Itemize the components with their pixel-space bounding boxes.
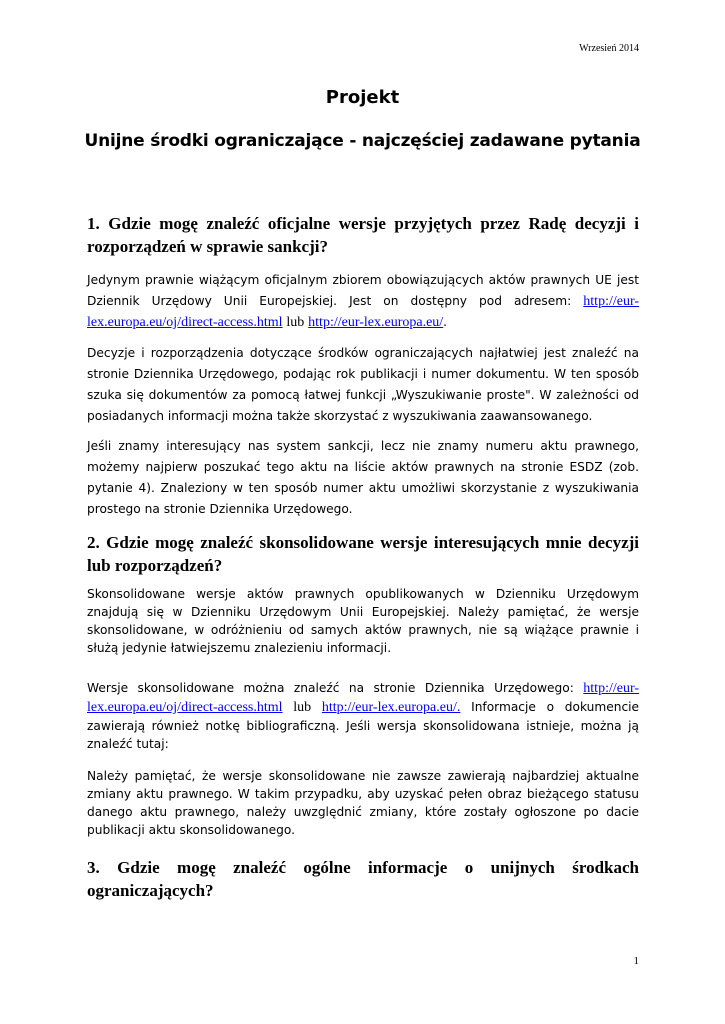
question-2-paragraph-3: Należy pamiętać, że wersje skonsolidowane nie zawsze zawierają najbardziej aktualne zmiany aktu prawnego. W takim przypadku, aby uzyskać pełen obraz bieżącego statusu danego aktu prawnego, należy uwzględnić zmiany, które zostały ogłoszone po dacie publikacji aktu skonsolidowanego. [87,769,639,837]
paragraph-text: Wersje skonsolidowane można znaleźć na stronie Dziennika Urzędowego: [87,681,574,695]
question-3-heading: 3. Gdzie mogę znaleźć ogólne informacje o unijnych środkach ograniczających? [87,858,639,900]
question-1-paragraph-2: Decyzje i rozporządzenia dotyczące środków ograniczających najłatwiej jest znaleźć na stronie Dziennika Urzędowego, podając rok publikacji i numer dokumentu. W ten sposób szuka się dokumentów za pomocą łatwej funkcji „Wyszukiwanie proste". W zależności od posiadanych informacji można także skorzystać z wyszukiwania zaawansowanego. [87,346,639,423]
eur-lex-home-link[interactable]: http://eur-lex.europa.eu/. [321,700,461,715]
paragraph-text: Jedynym prawnie wiążącym oficjalnym zbiorem obowiązujących aktów prawnych UE jest Dziennik Urzędowy Unii Europejskiej. Jest on dostępny pod adresem: [87,273,639,308]
question-2-paragraph-2 [87,679,639,753]
question-2-heading: 2. Gdzie mogę znaleźć skonsolidowane wersje interesujących mnie decyzji lub rozporządzeń? [87,533,639,575]
question-1-paragraph-1 [87,270,639,333]
question-2-paragraph-1: Skonsolidowane wersje aktów prawnych opublikowanych w Dzienniku Urzędowym znajdują się w Dzienniku Urzędowym Unii Europejskiej. Należy pamiętać, że wersje skonsolidowane, w odróżnieniu od samych aktów prawnych, nie są wiążące prawnie i służą jedynie łatwiejszemu znalezieniu informacji. [87,587,639,655]
page-number: 1 [633,955,639,967]
eur-lex-home-link[interactable]: http://eur-lex.europa.eu/ [308,315,444,330]
conjunction-text: lub [293,700,312,715]
eur-lex-direct-access-link[interactable]: http://eur-lex.europa.eu/oj/direct-access.html [87,681,640,715]
conjunction-text: lub [286,315,305,330]
document-label: Projekt [325,87,400,108]
question-1-heading: 1. Gdzie mogę znaleźć oficjalne wersje przyjętych przez Radę decyzji i rozporządzeń w sprawie sankcji? [87,214,639,256]
sentence-end: . [443,315,447,330]
header-date: Wrzesień 2014 [579,43,639,54]
paragraph-text-continued: Informacje o dokumencie zawierają również notkę bibliograficzną. Jeśli wersja skonsolidowana istnieje, można ją znaleźć tutaj: [87,700,640,751]
document-title: Unijne środki ograniczające - najczęściej zadawane pytania [84,131,641,151]
eur-lex-direct-access-link[interactable]: http://eur-lex.europa.eu/oj/direct-access.html [87,294,640,330]
question-1-paragraph-3: Jeśli znamy interesujący nas system sankcji, lecz nie znamy numeru aktu prawnego, możemy najpierw poszukać tego aktu na liście aktów prawnych na stronie ESDZ (zob. pytanie 4). Znaleziony w ten sposób numer aktu umożliwi skorzystanie z wyszukiwania prostego na stronie Dziennika Urzędowego. [87,439,639,516]
